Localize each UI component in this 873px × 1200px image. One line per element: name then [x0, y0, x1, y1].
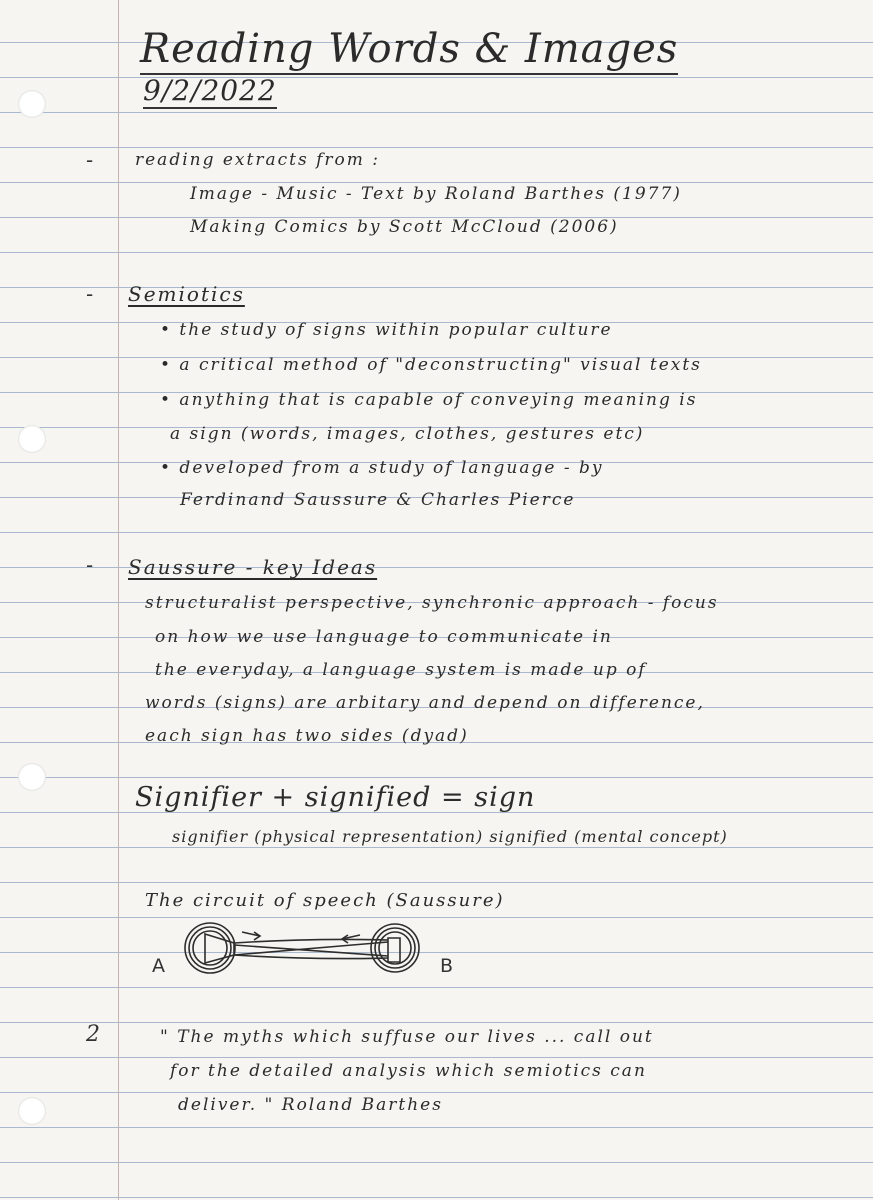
sign-explanation: signifier (physical representation) signified (mental concept): [172, 827, 728, 846]
speaker-b-label: B: [440, 955, 454, 977]
dash-marker: -: [86, 282, 94, 306]
semiotics-point: • developed from a study of language - by: [160, 458, 604, 478]
quote-line: " The myths which suffuse our lives ... call out: [160, 1027, 654, 1047]
saussure-line: words (signs) are arbitary and depend on difference,: [145, 693, 705, 713]
page-date: 9/2/2022: [143, 74, 277, 107]
speaker-a-label: A: [152, 955, 165, 977]
semiotics-heading: Semiotics: [128, 282, 245, 306]
speech-circuit-diagram: [150, 910, 470, 985]
intro-lead: reading extracts from :: [135, 150, 381, 170]
binder-hole-icon: [18, 90, 46, 118]
quote-line: for the detailed analysis which semiotics can: [170, 1061, 647, 1081]
quote-line: deliver. " Roland Barthes: [178, 1095, 443, 1115]
question-number: 2: [86, 1022, 100, 1047]
speech-circuit-caption: The circuit of speech (Saussure): [145, 890, 505, 911]
saussure-line: each sign has two sides (dyad): [145, 726, 469, 746]
source-mccloud: Making Comics by Scott McCloud (2006): [190, 217, 619, 237]
saussure-line: on how we use language to communicate in: [155, 627, 613, 647]
saussure-line: structuralist perspective, synchronic approach - focus: [145, 593, 719, 613]
dash-marker: -: [86, 553, 94, 577]
sign-equation: Signifier + signified = sign: [135, 782, 536, 813]
dash-marker: -: [86, 148, 94, 172]
semiotics-point: • anything that is capable of conveying meaning is: [160, 390, 698, 410]
binder-hole-icon: [18, 425, 46, 453]
binder-hole-icon: [18, 1097, 46, 1125]
margin-rule: [118, 0, 119, 1200]
semiotics-point: a sign (words, images, clothes, gestures etc): [170, 424, 645, 444]
semiotics-point: • a critical method of "deconstructing" visual texts: [160, 355, 702, 375]
semiotics-point: • the study of signs within popular culture: [160, 320, 613, 340]
source-barthes: Image - Music - Text by Roland Barthes (1977): [190, 184, 682, 204]
binder-hole-icon: [18, 763, 46, 791]
saussure-line: the everyday, a language system is made up of: [155, 660, 647, 680]
saussure-heading: Saussure - key Ideas: [128, 555, 378, 579]
page-title: Reading Words & Images: [140, 25, 678, 75]
semiotics-point: Ferdinand Saussure & Charles Pierce: [180, 490, 576, 510]
